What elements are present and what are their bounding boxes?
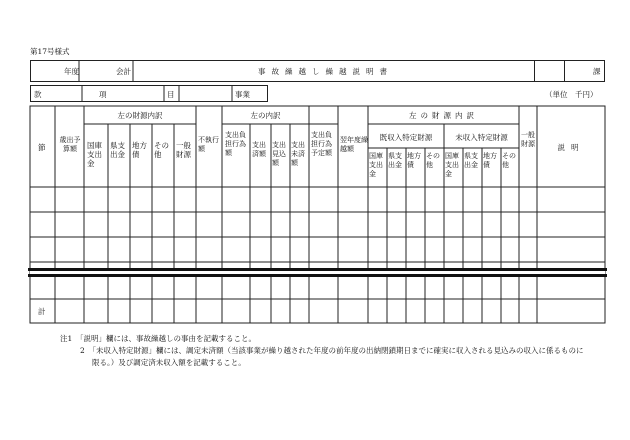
moku-label: 目 — [167, 90, 175, 99]
dept-label: 課 — [593, 67, 601, 76]
group-right-source: 左の財源内訳 — [409, 111, 478, 120]
col-shishutsu-futan: 支出負担行為額 — [225, 131, 246, 157]
col-setsumei: 説明 — [557, 143, 585, 152]
col-ippan-1: 一般財源 — [176, 141, 191, 159]
col-shishutsu-zumi: 支出済額 — [252, 141, 266, 158]
col-kokko: 国庫支出金 — [87, 141, 102, 168]
kou-label: 項 — [99, 90, 107, 99]
account-label: 会計 — [116, 67, 131, 76]
col-kenshutsu-2: 県支出金 — [388, 152, 402, 169]
col-yokunendo: 翌年度繰越額 — [340, 136, 368, 153]
col-sonota-1: その他 — [154, 141, 169, 159]
year-label: 年度 — [64, 67, 79, 76]
col-kokko-3: 国庫支出金 — [445, 152, 459, 178]
form-title: 事故繰越し繰越説明書 — [258, 67, 393, 76]
col-sonota-2: その他 — [426, 152, 440, 169]
col-fushikko: 不執行額 — [198, 136, 219, 153]
note-1: 注1 「説明」欄には、事故繰越しの事由を記載すること。 — [60, 334, 257, 343]
form-number: 第17号様式 — [30, 47, 70, 56]
col-saishutsu: 歳出予算額 — [59, 136, 81, 153]
col-shishutsu-misai: 支出未済額 — [291, 141, 305, 167]
group-left-source: 左の財源内訳 — [117, 111, 163, 120]
col-setsu: 節 — [38, 143, 46, 152]
col-chihosai: 地方債 — [132, 141, 147, 159]
group-mishunyu: 未収入特定財源 — [455, 133, 508, 142]
note-2-cont: 限る。）及び調定済未収入額を記載すること。 — [92, 358, 246, 367]
col-shishutsu-mikomi: 支出見込額 — [272, 141, 286, 167]
col-ippan-2: 一般財源 — [521, 131, 535, 148]
col-chihosai-3: 地方債 — [483, 152, 497, 169]
col-kokko-2: 国庫支出金 — [369, 152, 383, 178]
group-left-breakdown: 左の内訳 — [250, 111, 281, 120]
col-kenshutsu-3: 県支出金 — [464, 152, 478, 169]
col-sonota-3: その他 — [502, 152, 516, 169]
unit-label: （単位 千円） — [545, 90, 598, 99]
total-label: 計 — [38, 307, 46, 316]
jigyo-label: 事業 — [235, 90, 250, 99]
col-chihosai-2: 地方債 — [407, 152, 421, 169]
col-shishutsu-yotei: 支出負担行為予定額 — [311, 131, 332, 157]
col-kenshutsu: 県支出金 — [110, 141, 125, 159]
kan-label: 款 — [34, 90, 42, 99]
note-2: 2 「未収入特定財源」欄には、調定未済額（当該事業が繰り越された年度の前年度の出納閉鎖期日までに確実に収入される見込みの収入に係るものに — [80, 346, 584, 355]
group-kishunyu: 既収入特定財源 — [379, 133, 433, 142]
